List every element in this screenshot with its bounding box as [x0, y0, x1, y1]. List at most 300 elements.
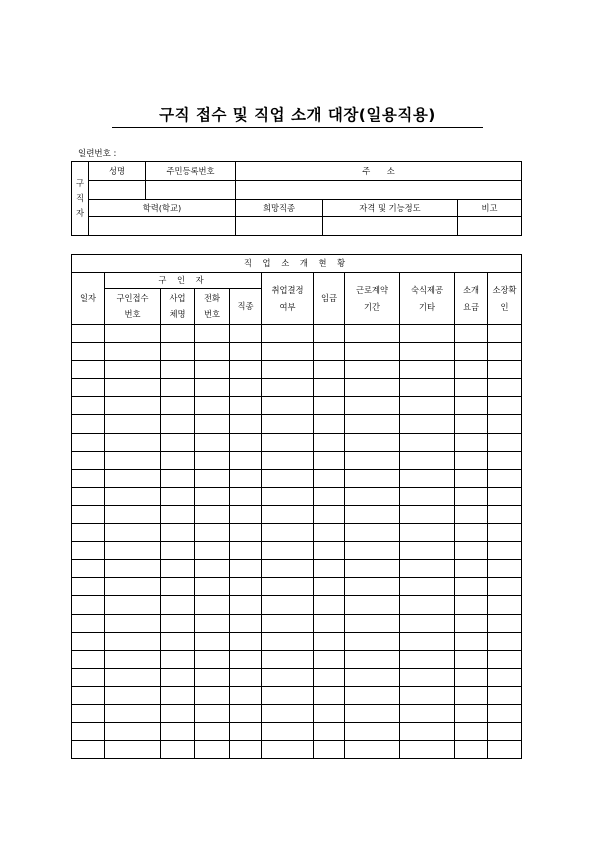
- date-cell[interactable]: [72, 361, 105, 379]
- date-cell[interactable]: [72, 560, 105, 578]
- hire-decision-cell[interactable]: [262, 397, 314, 415]
- contract-period-cell[interactable]: [345, 686, 400, 704]
- employer-receipt-no-cell[interactable]: [105, 325, 161, 343]
- date-cell[interactable]: [72, 433, 105, 451]
- referral-fee-cell[interactable]: [455, 524, 488, 542]
- phone-no-cell[interactable]: [195, 578, 230, 596]
- lodging-meals-cell[interactable]: [400, 361, 455, 379]
- wage-cell[interactable]: [314, 668, 345, 686]
- referral-fee-cell[interactable]: [455, 723, 488, 741]
- wage-cell[interactable]: [314, 741, 345, 759]
- lodging-meals-cell[interactable]: [400, 668, 455, 686]
- hire-decision-cell[interactable]: [262, 379, 314, 397]
- contract-period-cell[interactable]: [345, 361, 400, 379]
- business-name-cell[interactable]: [161, 668, 195, 686]
- address-field[interactable]: [236, 181, 522, 200]
- director-confirm-cell[interactable]: [488, 469, 522, 487]
- phone-no-cell[interactable]: [195, 686, 230, 704]
- date-cell[interactable]: [72, 668, 105, 686]
- referral-fee-cell[interactable]: [455, 451, 488, 469]
- business-name-cell[interactable]: [161, 361, 195, 379]
- job-type-cell[interactable]: [230, 578, 262, 596]
- employer-receipt-no-cell[interactable]: [105, 578, 161, 596]
- referral-fee-cell[interactable]: [455, 433, 488, 451]
- phone-no-cell[interactable]: [195, 632, 230, 650]
- business-name-cell[interactable]: [161, 542, 195, 560]
- lodging-meals-cell[interactable]: [400, 524, 455, 542]
- lodging-meals-cell[interactable]: [400, 415, 455, 433]
- phone-no-cell[interactable]: [195, 505, 230, 523]
- lodging-meals-cell[interactable]: [400, 578, 455, 596]
- director-confirm-cell[interactable]: [488, 379, 522, 397]
- contract-period-cell[interactable]: [345, 415, 400, 433]
- business-name-cell[interactable]: [161, 325, 195, 343]
- phone-no-cell[interactable]: [195, 723, 230, 741]
- wage-cell[interactable]: [314, 361, 345, 379]
- director-confirm-cell[interactable]: [488, 650, 522, 668]
- lodging-meals-cell[interactable]: [400, 505, 455, 523]
- resident-number-header: 주민등록번호: [146, 162, 236, 181]
- job-type-cell[interactable]: [230, 343, 262, 361]
- referral-fee-cell[interactable]: [455, 361, 488, 379]
- job-type-cell[interactable]: [230, 596, 262, 614]
- business-name-cell[interactable]: [161, 560, 195, 578]
- qualifications-field[interactable]: [323, 217, 458, 236]
- wage-cell[interactable]: [314, 379, 345, 397]
- wage-cell[interactable]: [314, 469, 345, 487]
- table-row: [72, 433, 522, 451]
- phone-no-cell[interactable]: [195, 542, 230, 560]
- contract-period-cell[interactable]: [345, 704, 400, 722]
- date-cell[interactable]: [72, 741, 105, 759]
- phone-no-cell[interactable]: [195, 596, 230, 614]
- phone-no-cell[interactable]: [195, 614, 230, 632]
- employer-receipt-no-cell[interactable]: [105, 650, 161, 668]
- contract-period-cell[interactable]: [345, 542, 400, 560]
- wage-cell[interactable]: [314, 704, 345, 722]
- referral-fee-cell[interactable]: [455, 632, 488, 650]
- referral-fee-cell[interactable]: [455, 741, 488, 759]
- job-type-cell[interactable]: [230, 686, 262, 704]
- contract-period-cell[interactable]: [345, 560, 400, 578]
- business-name-cell[interactable]: [161, 397, 195, 415]
- job-type-cell[interactable]: [230, 469, 262, 487]
- business-name-cell[interactable]: [161, 632, 195, 650]
- hire-decision-cell[interactable]: [262, 415, 314, 433]
- job-seeker-side-label-text: 구 직 자: [75, 178, 84, 218]
- contract-period-cell[interactable]: [345, 397, 400, 415]
- wage-cell[interactable]: [314, 650, 345, 668]
- hire-decision-cell[interactable]: [262, 325, 314, 343]
- hire-decision-cell[interactable]: [262, 650, 314, 668]
- date-cell[interactable]: [72, 451, 105, 469]
- employer-receipt-no-cell[interactable]: [105, 524, 161, 542]
- hire-decision-cell[interactable]: [262, 469, 314, 487]
- employer-receipt-no-cell[interactable]: [105, 614, 161, 632]
- date-header: 일자: [72, 273, 105, 325]
- business-name-cell[interactable]: [161, 596, 195, 614]
- wage-cell[interactable]: [314, 505, 345, 523]
- director-confirm-cell[interactable]: [488, 560, 522, 578]
- job-type-cell[interactable]: [230, 451, 262, 469]
- lodging-meals-cell[interactable]: [400, 397, 455, 415]
- education-header: 학력(학교): [89, 200, 236, 217]
- date-cell[interactable]: [72, 686, 105, 704]
- phone-no-cell[interactable]: [195, 361, 230, 379]
- referral-fee-cell[interactable]: [455, 487, 488, 505]
- lodging-meals-cell[interactable]: [400, 704, 455, 722]
- wage-cell[interactable]: [314, 686, 345, 704]
- wage-cell[interactable]: [314, 397, 345, 415]
- lodging-meals-cell[interactable]: [400, 325, 455, 343]
- contract-period-cell[interactable]: [345, 487, 400, 505]
- referral-fee-cell[interactable]: [455, 578, 488, 596]
- name-field[interactable]: [89, 181, 146, 200]
- desired-job-field[interactable]: [236, 217, 323, 236]
- phone-no-cell[interactable]: [195, 415, 230, 433]
- lodging-meals-cell[interactable]: [400, 451, 455, 469]
- contract-period-cell[interactable]: [345, 614, 400, 632]
- wage-cell[interactable]: [314, 451, 345, 469]
- hire-decision-cell[interactable]: [262, 451, 314, 469]
- date-cell[interactable]: [72, 650, 105, 668]
- director-confirm-cell[interactable]: [488, 415, 522, 433]
- hire-decision-cell[interactable]: [262, 723, 314, 741]
- remarks-field[interactable]: [458, 217, 522, 236]
- business-name-cell[interactable]: [161, 505, 195, 523]
- date-cell[interactable]: [72, 542, 105, 560]
- contract-period-cell[interactable]: [345, 451, 400, 469]
- table-row: [72, 596, 522, 614]
- wage-cell[interactable]: [314, 596, 345, 614]
- hire-decision-cell[interactable]: [262, 704, 314, 722]
- director-confirm-cell[interactable]: [488, 686, 522, 704]
- referral-fee-cell[interactable]: [455, 397, 488, 415]
- referral-fee-cell[interactable]: [455, 343, 488, 361]
- wage-cell[interactable]: [314, 723, 345, 741]
- director-confirm-cell[interactable]: [488, 596, 522, 614]
- job-type-cell[interactable]: [230, 542, 262, 560]
- date-cell[interactable]: [72, 469, 105, 487]
- employer-receipt-no-cell[interactable]: [105, 668, 161, 686]
- contract-period-cell[interactable]: [345, 325, 400, 343]
- employer-receipt-no-cell[interactable]: [105, 487, 161, 505]
- referral-fee-cell[interactable]: [455, 542, 488, 560]
- director-confirm-cell[interactable]: [488, 325, 522, 343]
- table-row: [72, 505, 522, 523]
- hire-decision-cell[interactable]: [262, 578, 314, 596]
- director-confirm-cell[interactable]: [488, 723, 522, 741]
- director-confirm-cell[interactable]: [488, 668, 522, 686]
- employer-receipt-no-cell[interactable]: [105, 741, 161, 759]
- job-type-cell[interactable]: [230, 524, 262, 542]
- business-name-cell[interactable]: [161, 433, 195, 451]
- director-confirm-cell[interactable]: [488, 451, 522, 469]
- wage-cell[interactable]: [314, 632, 345, 650]
- business-name-cell[interactable]: [161, 723, 195, 741]
- employer-receipt-no-cell[interactable]: [105, 560, 161, 578]
- wage-cell[interactable]: [314, 433, 345, 451]
- contract-period-cell[interactable]: [345, 505, 400, 523]
- referral-fee-cell[interactable]: [455, 505, 488, 523]
- employer-receipt-no-cell[interactable]: [105, 632, 161, 650]
- contract-period-cell[interactable]: [345, 596, 400, 614]
- job-type-cell[interactable]: [230, 668, 262, 686]
- phone-no-cell[interactable]: [195, 433, 230, 451]
- desired-job-header: 희망직종: [236, 200, 323, 217]
- job-type-cell[interactable]: [230, 433, 262, 451]
- business-name-cell[interactable]: [161, 343, 195, 361]
- wage-cell[interactable]: [314, 560, 345, 578]
- job-type-cell[interactable]: [230, 704, 262, 722]
- wage-cell[interactable]: [314, 325, 345, 343]
- hire-decision-cell[interactable]: [262, 560, 314, 578]
- date-cell[interactable]: [72, 379, 105, 397]
- referral-fee-cell[interactable]: [455, 596, 488, 614]
- date-cell[interactable]: [72, 343, 105, 361]
- wage-cell[interactable]: [314, 343, 345, 361]
- employer-receipt-no-cell[interactable]: [105, 397, 161, 415]
- lodging-meals-cell[interactable]: [400, 469, 455, 487]
- phone-no-cell[interactable]: [195, 397, 230, 415]
- job-type-cell[interactable]: [230, 650, 262, 668]
- table-row: [72, 704, 522, 722]
- date-cell[interactable]: [72, 632, 105, 650]
- hire-decision-cell[interactable]: [262, 596, 314, 614]
- referral-fee-cell[interactable]: [455, 668, 488, 686]
- education-field[interactable]: [89, 217, 236, 236]
- hire-decision-cell[interactable]: [262, 433, 314, 451]
- lodging-meals-cell[interactable]: [400, 650, 455, 668]
- job-type-cell[interactable]: [230, 560, 262, 578]
- contract-period-cell[interactable]: [345, 578, 400, 596]
- business-name-cell[interactable]: [161, 379, 195, 397]
- referral-fee-cell[interactable]: [455, 614, 488, 632]
- lodging-meals-cell[interactable]: [400, 542, 455, 560]
- phone-no-cell[interactable]: [195, 469, 230, 487]
- contract-period-cell[interactable]: [345, 343, 400, 361]
- hire-decision-cell[interactable]: [262, 668, 314, 686]
- job-type-cell[interactable]: [230, 325, 262, 343]
- lodging-meals-cell[interactable]: [400, 379, 455, 397]
- date-cell[interactable]: [72, 487, 105, 505]
- wage-cell[interactable]: [314, 487, 345, 505]
- referral-fee-cell[interactable]: [455, 650, 488, 668]
- business-name-cell[interactable]: [161, 578, 195, 596]
- contract-period-cell[interactable]: [345, 469, 400, 487]
- director-confirm-cell[interactable]: [488, 505, 522, 523]
- director-confirm-cell[interactable]: [488, 632, 522, 650]
- employer-receipt-no-cell[interactable]: [105, 542, 161, 560]
- employer-receipt-no-cell[interactable]: [105, 415, 161, 433]
- phone-no-cell[interactable]: [195, 704, 230, 722]
- job-type-cell[interactable]: [230, 632, 262, 650]
- date-cell[interactable]: [72, 704, 105, 722]
- director-confirm-cell[interactable]: [488, 542, 522, 560]
- director-confirm-cell[interactable]: [488, 524, 522, 542]
- business-name-cell[interactable]: [161, 686, 195, 704]
- employer-receipt-no-cell[interactable]: [105, 343, 161, 361]
- hire-decision-cell[interactable]: [262, 505, 314, 523]
- employer-receipt-no-cell[interactable]: [105, 469, 161, 487]
- table-row: [72, 397, 522, 415]
- contract-period-cell[interactable]: [345, 433, 400, 451]
- hire-decision-cell[interactable]: [262, 487, 314, 505]
- employer-group-header-text: 구 인 자: [158, 275, 208, 286]
- phone-no-cell[interactable]: [195, 325, 230, 343]
- date-cell[interactable]: [72, 505, 105, 523]
- table-row: [72, 542, 522, 560]
- job-type-cell[interactable]: [230, 379, 262, 397]
- business-name-cell[interactable]: [161, 451, 195, 469]
- director-confirm-header-text: 소장확 인: [492, 284, 517, 312]
- date-cell[interactable]: [72, 325, 105, 343]
- job-type-cell[interactable]: [230, 741, 262, 759]
- lodging-meals-cell[interactable]: [400, 487, 455, 505]
- phone-no-cell[interactable]: [195, 524, 230, 542]
- date-cell[interactable]: [72, 415, 105, 433]
- wage-cell[interactable]: [314, 614, 345, 632]
- employer-receipt-no-cell[interactable]: [105, 505, 161, 523]
- employer-receipt-no-cell[interactable]: [105, 361, 161, 379]
- date-cell[interactable]: [72, 524, 105, 542]
- contract-period-cell[interactable]: [345, 741, 400, 759]
- date-cell[interactable]: [72, 578, 105, 596]
- director-confirm-cell[interactable]: [488, 704, 522, 722]
- employer-receipt-no-cell[interactable]: [105, 704, 161, 722]
- lodging-meals-cell[interactable]: [400, 741, 455, 759]
- wage-cell[interactable]: [314, 578, 345, 596]
- employer-receipt-no-cell[interactable]: [105, 596, 161, 614]
- hire-decision-cell[interactable]: [262, 741, 314, 759]
- table-row: [72, 632, 522, 650]
- lodging-meals-cell[interactable]: [400, 433, 455, 451]
- hire-decision-cell[interactable]: [262, 632, 314, 650]
- hire-decision-cell[interactable]: [262, 614, 314, 632]
- director-confirm-cell[interactable]: [488, 397, 522, 415]
- lodging-meals-cell[interactable]: [400, 686, 455, 704]
- contract-period-cell[interactable]: [345, 723, 400, 741]
- hire-decision-cell[interactable]: [262, 343, 314, 361]
- contract-period-cell[interactable]: [345, 650, 400, 668]
- business-name-cell[interactable]: [161, 469, 195, 487]
- hire-decision-cell[interactable]: [262, 542, 314, 560]
- table-row: [72, 379, 522, 397]
- employer-receipt-no-cell[interactable]: [105, 723, 161, 741]
- director-confirm-cell[interactable]: [488, 741, 522, 759]
- table-row: [72, 560, 522, 578]
- phone-no-cell[interactable]: [195, 668, 230, 686]
- business-name-header: [161, 289, 195, 325]
- table-row: [72, 614, 522, 632]
- referral-fee-cell[interactable]: [455, 415, 488, 433]
- director-confirm-cell[interactable]: [488, 578, 522, 596]
- job-type-cell[interactable]: [230, 723, 262, 741]
- table-row: [72, 325, 522, 343]
- director-confirm-cell[interactable]: [488, 487, 522, 505]
- job-type-cell[interactable]: [230, 614, 262, 632]
- phone-no-cell[interactable]: [195, 650, 230, 668]
- phone-no-cell[interactable]: [195, 487, 230, 505]
- name-header: 성명: [89, 162, 146, 181]
- hire-decision-cell[interactable]: [262, 524, 314, 542]
- resident-number-field[interactable]: [146, 181, 236, 200]
- wage-cell[interactable]: [314, 415, 345, 433]
- lodging-meals-cell[interactable]: [400, 614, 455, 632]
- lodging-meals-cell[interactable]: [400, 723, 455, 741]
- director-confirm-cell[interactable]: [488, 614, 522, 632]
- phone-no-cell[interactable]: [195, 343, 230, 361]
- job-type-cell[interactable]: [230, 397, 262, 415]
- business-name-cell[interactable]: [161, 614, 195, 632]
- lodging-meals-cell[interactable]: [400, 596, 455, 614]
- wage-cell[interactable]: [314, 542, 345, 560]
- business-name-cell[interactable]: [161, 650, 195, 668]
- lodging-meals-cell[interactable]: [400, 560, 455, 578]
- table-row: [72, 668, 522, 686]
- director-confirm-cell[interactable]: [488, 343, 522, 361]
- business-name-cell[interactable]: [161, 415, 195, 433]
- job-type-cell[interactable]: [230, 361, 262, 379]
- hire-decision-cell[interactable]: [262, 361, 314, 379]
- business-name-cell[interactable]: [161, 741, 195, 759]
- lodging-meals-header: [400, 273, 455, 325]
- employer-receipt-no-header: [105, 289, 161, 325]
- wage-cell[interactable]: [314, 524, 345, 542]
- director-confirm-cell[interactable]: [488, 361, 522, 379]
- referral-fee-cell[interactable]: [455, 325, 488, 343]
- hire-decision-header-text: 취업결정 여부: [271, 284, 304, 312]
- phone-no-cell[interactable]: [195, 560, 230, 578]
- referral-fee-cell[interactable]: [455, 379, 488, 397]
- referral-fee-cell[interactable]: [455, 560, 488, 578]
- business-name-cell[interactable]: [161, 487, 195, 505]
- job-type-cell[interactable]: [230, 415, 262, 433]
- date-cell[interactable]: [72, 723, 105, 741]
- employer-receipt-no-cell[interactable]: [105, 433, 161, 451]
- hire-decision-cell[interactable]: [262, 686, 314, 704]
- hire-decision-header: [262, 273, 314, 325]
- contract-period-cell[interactable]: [345, 524, 400, 542]
- referral-fee-cell[interactable]: [455, 704, 488, 722]
- referral-fee-cell[interactable]: [455, 469, 488, 487]
- date-cell[interactable]: [72, 397, 105, 415]
- employer-receipt-no-cell[interactable]: [105, 686, 161, 704]
- phone-no-cell[interactable]: [195, 741, 230, 759]
- employer-receipt-no-cell[interactable]: [105, 379, 161, 397]
- date-cell[interactable]: [72, 596, 105, 614]
- contract-period-cell[interactable]: [345, 668, 400, 686]
- job-type-cell[interactable]: [230, 505, 262, 523]
- phone-no-cell[interactable]: [195, 379, 230, 397]
- director-confirm-cell[interactable]: [488, 433, 522, 451]
- address-header: [236, 162, 522, 181]
- qualifications-header: 자격 및 기능정도: [323, 200, 458, 217]
- date-cell[interactable]: [72, 614, 105, 632]
- referral-fee-cell[interactable]: [455, 686, 488, 704]
- employer-receipt-no-cell[interactable]: [105, 451, 161, 469]
- business-name-cell[interactable]: [161, 524, 195, 542]
- lodging-meals-cell[interactable]: [400, 343, 455, 361]
- lodging-meals-cell[interactable]: [400, 632, 455, 650]
- phone-no-cell[interactable]: [195, 451, 230, 469]
- contract-period-cell[interactable]: [345, 379, 400, 397]
- table-row: [72, 686, 522, 704]
- job-type-cell[interactable]: [230, 487, 262, 505]
- business-name-cell[interactable]: [161, 704, 195, 722]
- job-placement-table: [71, 254, 522, 759]
- contract-period-cell[interactable]: [345, 632, 400, 650]
